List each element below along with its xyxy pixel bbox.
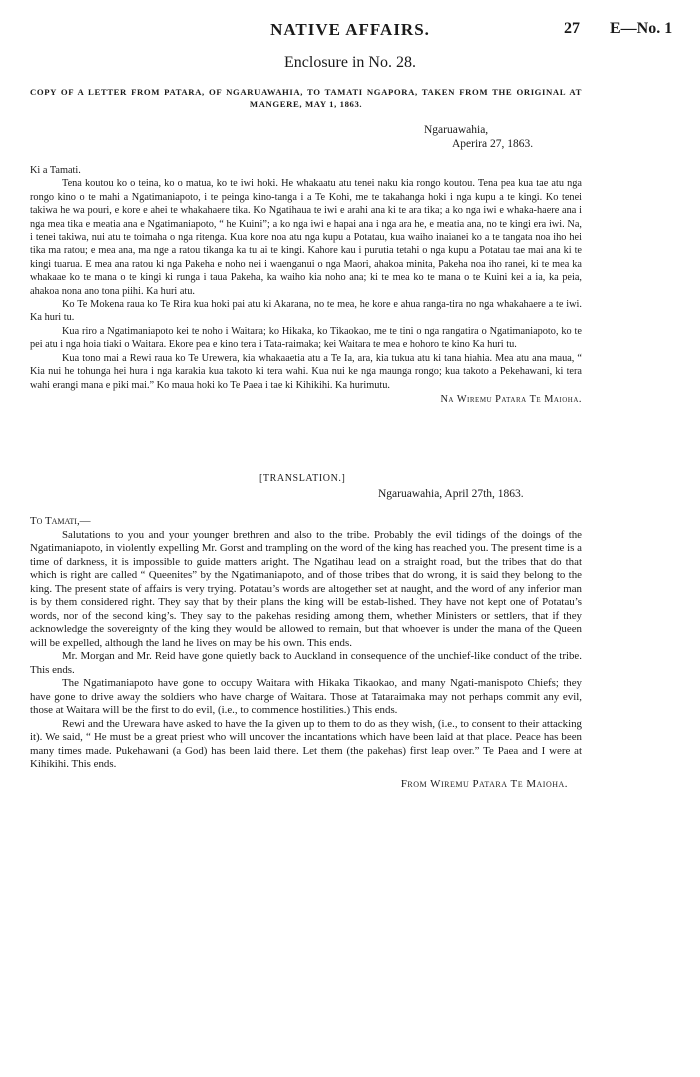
translation-salutation: To Tamati,— [30,515,91,527]
translation-paragraph: The Ngatimaniapoto have gone to occupy Waitara with Hikaka Tikaokao, and many Ngati-manispoto Chiefs; they have gone to drive away the soldiers who have charge of Waitara. Those at Tataraimaka may not perhaps commit any evil, those at Waitara will be the first to do evil, (i.e., to commence hostilities.) This ends. [30,677,582,716]
maori-letter-date: Aperira 27, 1863. [452,138,534,150]
header-title: NATIVE AFFAIRS. [270,20,430,39]
maori-paragraph: Kua riro a Ngatimaniapoto kei te noho i Waitara; ko Hikaka, ko Tikaokao, me te tini o nga rangatira o Ngatimaniapoto, ko te pei atu i nga hoia tiaki o Waitara. Ekore pea e kino tera i Tata-raimaka; kei Waitara te mea e hohoro te kino Ka huri tu. [30,325,582,351]
running-header [0,20,700,42]
maori-paragraph: Tena koutou ko o teina, ko o matua, ko te iwi hoki. He whakaatu atu tenei naku kia rongo koutou. Tena pea kua tae atu nga rongo kino o te mahi a Ngatimaniapoto, i te peinga kino-tanga i a Te Kohi, me te takahanga hoki i nga kupu a te kingi. Ko tenei takiwa he wa pouri, e kore e ahei te whakahaere tika. Ko Ngatihaua te iwi e arahi ana ki te ara tika; a ko nga iwi e whaka-haere ana i nga mea tika e meatia ana e Ngatimaniapoto, “ he Kuini”; a ko nga iwi e hapai ana i nga ara he, e meatia ana, no te kingi era iwi. Na, i tenei takiwa, nui atu te toimaha o nga ritenga. Kua kore noa atu nga kupu a Potatau, kua waiho inaianei ko a te tangata noa iho hei tika ma ratou; e mea ana, ma nge a ratou tikanga ka tu ai te kingi. Kahore kau i purutia tetahi o nga kupu a Potatau tae mai ana ki te kingi tuarua. E mea ana ratou ki nga Pakeha e noho nei i waenganui o nga Maori, ahakoa minita, Pakeha noa iho ranei, ki te mea ka whakaae ko te mana o te kingi ki runga i taua Pakeha, ka waiho kia noho ana; ki te mea ko te mana o te Kuini kei a ia, ka peia, ahakoa nona ano tona piihi. Ka huri atu. [30,178,582,297]
translation-signature: From Wiremu Patara Te Maioha. [400,777,568,790]
translation-paragraph: Salutations to you and your younger brethren and also to the tribe. Probably the evil tidings of the doings of the Ngatimaniapoto, in violently expelling Mr. Gorst and trampling on the word of the king has reached you. The present time is a time of darkness, it is impossible to guide matters aright. The Ngatihau lead on a straight road, but the tribes that do that which is right are called “ Queenites” by the Ngatimaniapoto, and of those tribes that do wrong, it is said they belong to the king. The present state of affairs is very trying. Potatau’s words are altogether set at naught, and the word of any inferior man is by them considered right. They say that by their plans the king will be estab-lished. They have not kept one of Potatau’s words, nor of the second king’s. They say to the pakehas residing among them, whether Ministers or settlers, that if they acknowledge the sovereignty of the king they would be allowed to remain, but that whoever is under the mana of the Queen will be expelled, although the land he lives on may be his own. This ends. [30,528,582,649]
maori-paragraph: Kua tono mai a Rewi raua ko Te Urewera, kia whakaaetia atu a Te Ia, ara, kia tukua atu ki tana hiahia. Mea atu ana maua, “ Kia nui he tohunga hei hura i nga karakia kua takoto ki tera wahi. Kua nui ke nga maunga rongo; kua takoto a Pekehawani, ki tera wahi erangi mana e piki mai.” Ko maua hoki ko Te Paea i tae ki Kihikihi. Ka hurimutu. [30,352,582,391]
maori-letter-place: Ngaruawahia, [424,124,489,136]
maori-paragraph: Ko Te Mokena raua ko Te Rira kua hoki pai atu ki Akarana, no te mea, he kore e ahua ranga-tira no nga whakahaere a te iwi. Ka huri tu. [30,299,582,324]
translation-place-date: Ngaruawahia, April 27th, 1863. [378,488,524,500]
page-number: 27 [564,20,580,37]
translation-label: [TRANSLATION.] [259,473,346,484]
maori-letter [30,164,582,406]
copy-heading: COPY OF A LETTER FROM PATARA, OF NGARUAWAHIA, TO TAMATI NGAPORA, TAKEN FROM THE ORIGINAL AT MANGERE, MAY 1, 1863. [30,87,582,109]
document-reference: E—No. 1 [610,20,673,37]
translation-letter [30,515,582,791]
translation-paragraph: Rewi and the Urewara have asked to have the Ia given up to them to do as they wish, (i.e., to consent to their attacking it). We said, “ He must be a great priest who will uncover the incantations which have been laid at that place. Peace has been many times made. Pukehawani (a God) has been laid there. Let them (the pakehas) first leap over.” Te Paea and I were at Kihikihi. This ends. [30,717,582,770]
translation-paragraph: Mr. Morgan and Mr. Reid have gone quietly back to Auckland in consequence of the unchief-like conduct of the tribe. This ends. [30,650,582,676]
maori-salutation: Ki a Tamati. [30,165,81,176]
maori-signature: Na Wiremu Patara Te Maioha. [440,393,582,405]
enclosure-title: Enclosure in No. 28. [284,54,416,71]
